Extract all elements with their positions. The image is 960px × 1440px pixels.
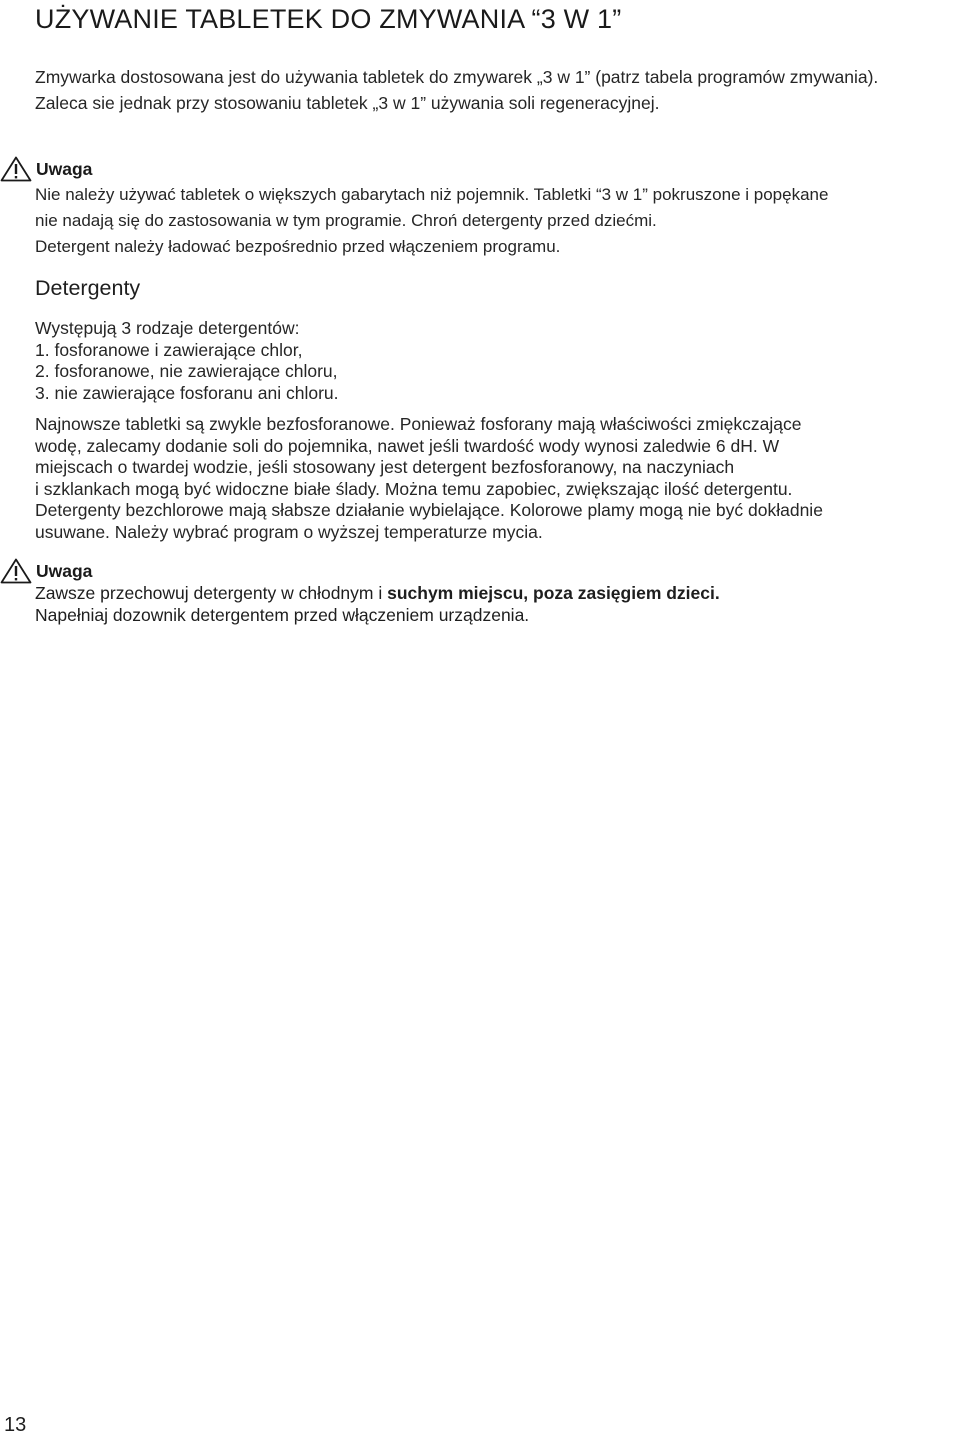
intro-line-2: Zaleca sie jednak przy stosowaniu tabletek „3 w 1” używania soli regeneracyjnej. [35,93,660,113]
warning2-line-1-bold: suchym miejscu, poza zasięgiem dzieci. [387,583,720,603]
warning-text-2 [35,582,720,626]
intro-paragraph [35,64,959,116]
warning1-line-2: nie nadają się do zastosowania w tym programie. Chroń detergenty przed dziećmi. [35,211,657,230]
detergent-types-list [35,318,339,404]
list-item: 2. fosforanowe, nie zawierające chloru, [35,361,338,381]
paragraph-line: i szklankach mogą być widoczne białe ślady. Można temu zapobiec, zwiększając ilość detergentu. [35,478,793,499]
list-intro: Występują 3 rodzaje detergentów: [35,318,300,338]
paragraph-line: Najnowsze tabletki są zwykle bezfosforanowe. Ponieważ fosforany mają właściwości zmiękczające [35,414,802,434]
warning-header-1 [0,156,92,182]
page-title: UŻYWANIE TABLETEK DO ZMYWANIA “3 W 1” [35,4,622,34]
warning1-line-3: Detergent należy ładować bezpośrednio przed włączeniem programu. [35,237,561,256]
warning-header-2 [0,558,92,584]
detergents-paragraph [35,414,960,543]
warning1-line-1: Nie należy używać tabletek o większych gabarytach niż pojemnik. Tabletki “3 w 1” pokruszone i popękane [35,185,829,204]
warning2-line-2: Napełniaj dozownik detergentem przed włączeniem urządzenia. [35,605,530,625]
warning-triangle-icon [0,558,32,584]
page-number: 13 [4,1414,27,1436]
section-heading-detergents: Detergenty [35,276,141,300]
warning2-line-1 [35,582,720,604]
paragraph-line: Detergenty bezchlorowe mają słabsze działanie wybielające. Kolorowe plamy mogą nie być dokładnie [35,500,823,520]
intro-line-1: Zmywarka dostosowana jest do używania tabletek do zmywarek „3 w 1” (patrz tabela programów zmywania). [35,67,879,87]
paragraph-line: wodę, zalecamy dodanie soli do pojemnika, nawet jeśli twardość wody wynosi zaledwie 6 dH. W [35,435,780,456]
warning-label-1: Uwaga [36,158,93,179]
paragraph-line: miejscach o twardej wodzie, jeśli stosowany jest detergent bezfosforanowy, na naczyniach [35,457,735,477]
warning-triangle-icon [0,156,32,182]
list-item: 3. nie zawierające fosforanu ani chloru. [35,382,339,403]
warning-label-2: Uwaga [36,560,93,581]
warning-text-1 [35,182,960,260]
warning2-line-1-normal: Zawsze przechowuj detergenty w chłodnym i [35,583,388,603]
list-item: 1. fosforanowe i zawierające chlor, [35,339,303,360]
paragraph-line: usuwane. Należy wybrać program o wyższej temperaturze mycia. [35,521,543,542]
